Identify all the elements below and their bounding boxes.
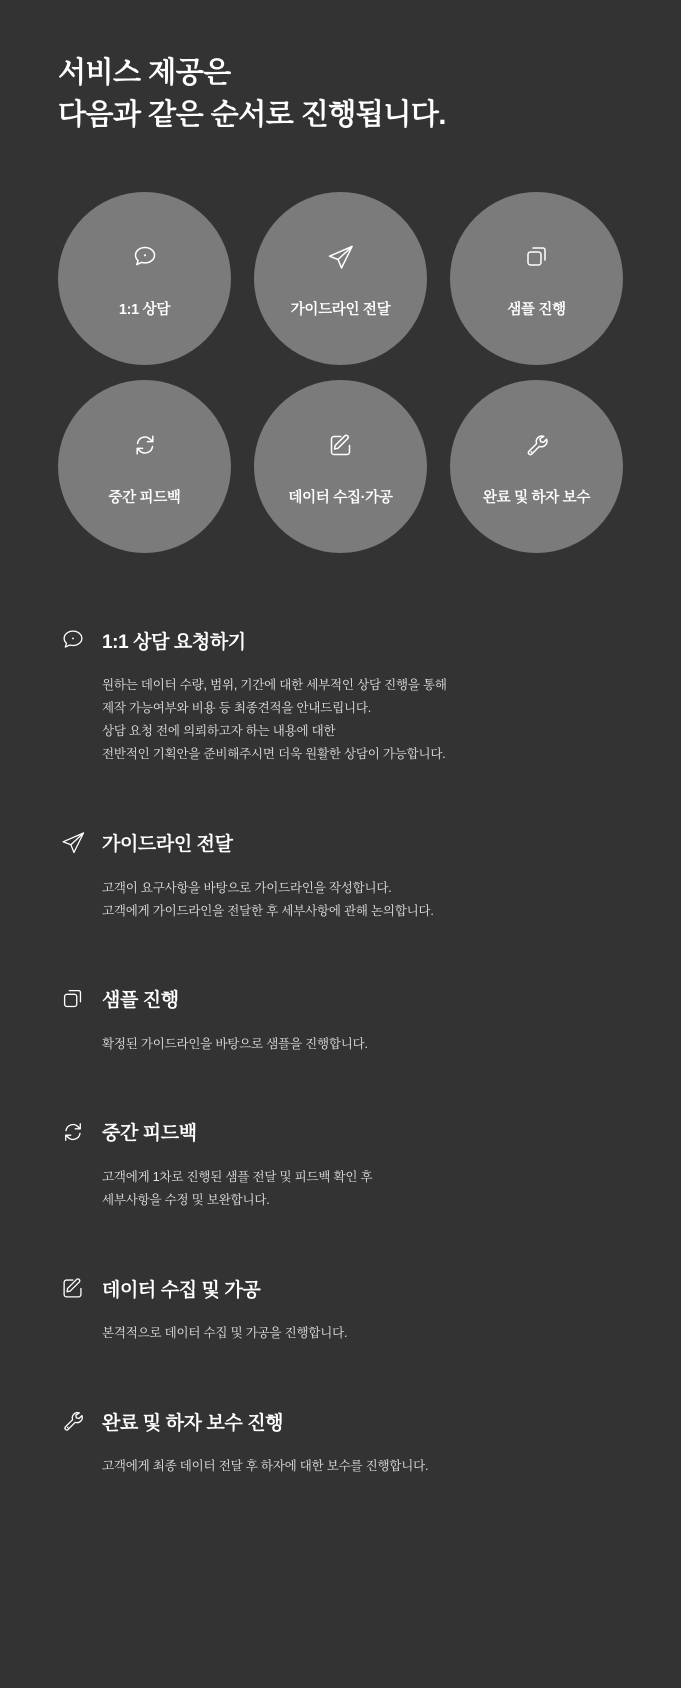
page-title-line-2: 다음과 같은 순서로 진행됩니다. bbox=[58, 99, 446, 132]
edit-square-icon bbox=[58, 1273, 88, 1303]
wrench-icon bbox=[58, 1406, 88, 1436]
paper-plane-icon bbox=[325, 238, 357, 276]
process-step-5 bbox=[0, 1268, 681, 1345]
copy-icon bbox=[522, 238, 552, 276]
process-step-header-5 bbox=[58, 1268, 641, 1308]
page-title-line-1: 서비스 제공은 bbox=[58, 57, 231, 89]
process-step-header-3 bbox=[58, 979, 641, 1019]
process-step-body-1-line-4: 전반적인 기획안을 준비해주시면 더욱 원활한 상담이 가능합니다. bbox=[102, 747, 446, 762]
chat-bubble-icon bbox=[58, 625, 88, 655]
process-circle-label-4: 중간 피드백 bbox=[108, 490, 181, 506]
process-circle-label-6: 완료 및 하자 보수 bbox=[482, 490, 591, 506]
process-step-header-4 bbox=[58, 1112, 641, 1152]
process-step-title-1: 1:1 상담 요청하기 bbox=[102, 631, 246, 653]
refresh-cycle-icon bbox=[58, 1117, 88, 1147]
process-step-body-6-line-1: 고객에게 최종 데이터 전달 후 하자에 대한 보수를 진행합니다. bbox=[102, 1459, 429, 1474]
process-step-body-4 bbox=[102, 1166, 641, 1212]
process-step-header-1 bbox=[58, 620, 641, 660]
chat-bubble-icon bbox=[130, 238, 160, 276]
paper-plane-icon bbox=[58, 828, 88, 858]
process-step-body-3 bbox=[102, 1033, 641, 1056]
process-step-body-1 bbox=[102, 674, 641, 767]
process-step-title-2: 가이드라인 전달 bbox=[102, 834, 233, 855]
copy-icon bbox=[58, 984, 88, 1014]
process-step-body-5-line-1: 본격적으로 데이터 수집 및 가공을 진행합니다. bbox=[102, 1326, 348, 1341]
process-step-3 bbox=[0, 979, 681, 1056]
process-circle-4[interactable] bbox=[58, 380, 231, 553]
process-step-body-1-line-2: 제작 가능여부와 비용 등 최종견적을 안내드립니다. bbox=[102, 701, 372, 716]
process-step-title-6: 완료 및 하자 보수 진행 bbox=[102, 1412, 284, 1434]
process-step-4 bbox=[0, 1112, 681, 1212]
process-step-6 bbox=[0, 1401, 681, 1478]
process-step-body-2-line-1: 고객이 요구사항을 바탕으로 가이드라인을 작성합니다. bbox=[102, 880, 392, 895]
process-circle-label-3: 샘플 진행 bbox=[507, 302, 566, 318]
process-step-header-6 bbox=[58, 1401, 641, 1441]
process-circle-label-1: 1:1 상담 bbox=[118, 302, 171, 318]
process-circle-2[interactable] bbox=[254, 192, 427, 365]
process-step-title-5: 데이터 수집 및 가공 bbox=[102, 1279, 261, 1301]
process-step-2 bbox=[0, 823, 681, 923]
wrench-icon bbox=[522, 426, 552, 464]
process-step-body-1-line-3: 상담 요청 전에 의뢰하고자 하는 내용에 대한 bbox=[102, 724, 336, 739]
process-circle-grid bbox=[58, 192, 623, 553]
process-step-body-4-line-1: 고객에게 1차로 진행된 샘플 전달 및 피드백 확인 후 bbox=[102, 1169, 373, 1184]
edit-square-icon bbox=[326, 426, 356, 464]
process-step-body-2 bbox=[102, 877, 641, 923]
page-title bbox=[58, 52, 446, 136]
refresh-cycle-icon bbox=[130, 426, 160, 464]
process-circle-5[interactable] bbox=[254, 380, 427, 553]
process-step-1 bbox=[0, 620, 681, 767]
process-circle-label-2: 가이드라인 전달 bbox=[290, 302, 391, 318]
process-step-body-4-line-2: 세부사항을 수정 및 보완합니다. bbox=[102, 1193, 270, 1207]
process-circle-6[interactable] bbox=[450, 380, 623, 553]
process-step-body-2-line-2: 고객에게 가이드라인을 전달한 후 세부사항에 관해 논의합니다. bbox=[102, 903, 434, 918]
process-circle-1[interactable] bbox=[58, 192, 231, 365]
process-step-body-3-line-1: 확정된 가이드라인을 바탕으로 샘플을 진행합니다. bbox=[102, 1036, 368, 1051]
process-step-body-6 bbox=[102, 1455, 641, 1478]
process-step-title-3: 샘플 진행 bbox=[102, 990, 179, 1012]
process-circle-label-5: 데이터 수집·가공 bbox=[288, 490, 393, 506]
process-step-title-4: 중간 피드백 bbox=[102, 1123, 197, 1145]
process-step-list bbox=[0, 620, 681, 1478]
process-step-body-5 bbox=[102, 1322, 641, 1345]
process-circle-3[interactable] bbox=[450, 192, 623, 365]
process-step-body-1-line-1: 원하는 데이터 수량, 범위, 기간에 대한 세부적인 상담 진행을 통해 bbox=[102, 678, 447, 692]
process-step-header-2 bbox=[58, 823, 641, 863]
